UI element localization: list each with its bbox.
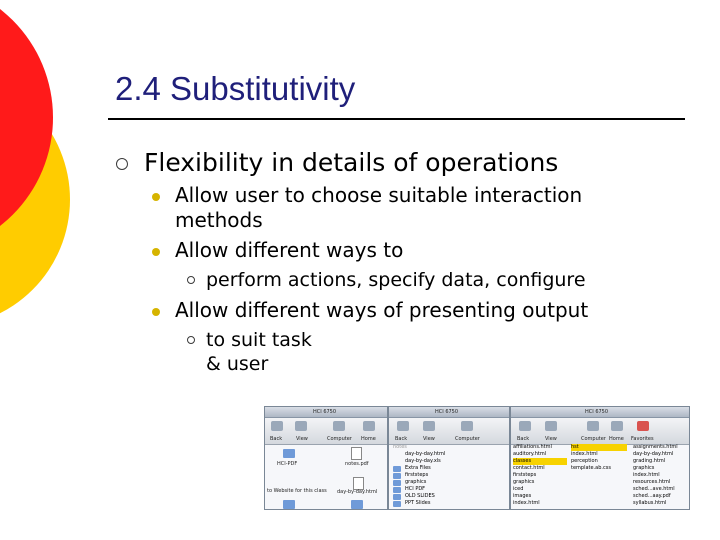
window-title: HCI 6750: [435, 409, 459, 415]
list-header: notes: [393, 444, 407, 450]
column-item[interactable]: index.html: [513, 500, 540, 506]
window-title: HCI 6750: [313, 409, 337, 415]
column-item[interactable]: sched...ave.html: [633, 486, 675, 492]
column-item[interactable]: sched...aay.pdf: [633, 493, 671, 499]
column-item-selected[interactable]: classes: [513, 458, 567, 465]
folder-icon[interactable]: [283, 449, 295, 458]
column-item[interactable]: contact.html: [513, 465, 545, 471]
folder-icon[interactable]: [351, 500, 363, 509]
list-item[interactable]: OLD SLIDES: [405, 493, 435, 499]
sub-bullet-1-line-2: methods: [175, 208, 263, 232]
computer-icon[interactable]: [587, 421, 599, 431]
window-titlebar: [265, 407, 387, 418]
list-item[interactable]: Extra Files: [405, 465, 431, 471]
column-item[interactable]: resources.html: [633, 479, 671, 485]
list-item[interactable]: day-by-day.xls: [405, 458, 441, 464]
column-item[interactable]: index.html: [571, 451, 598, 457]
folder-icon[interactable]: [283, 500, 295, 509]
bullet-ring-icon: [187, 336, 195, 344]
view-icon[interactable]: [295, 421, 307, 431]
list-item[interactable]: firststeps: [405, 472, 429, 478]
toolbar-computer-label: Computer: [455, 436, 480, 442]
toolbar-view-label: View: [545, 436, 557, 442]
finder-screenshot: [264, 406, 690, 510]
column-item[interactable]: template.ab.css: [571, 465, 611, 471]
column-item-selected[interactable]: hst: [571, 444, 627, 451]
folder-icon: [393, 501, 401, 507]
toolbar-computer-label: Computer: [581, 436, 606, 442]
back-icon[interactable]: [271, 421, 283, 431]
folder-icon: [393, 487, 401, 493]
slide-title: 2.4 Substitutivity: [115, 70, 356, 107]
list-item[interactable]: HCI PDF: [405, 486, 426, 492]
file-item-label: HCI-PDF: [277, 461, 298, 467]
list-item[interactable]: graphics: [405, 479, 427, 485]
sub-sub-bullet-2-line-2: & user: [206, 353, 269, 375]
toolbar-favorites-label: Favorites: [631, 436, 654, 442]
column-item[interactable]: iced: [513, 486, 524, 492]
finder-window-icon-view: [264, 406, 388, 510]
bullet-dot-icon: [152, 308, 160, 316]
title-divider: [108, 118, 685, 120]
toolbar-home-label: Home: [609, 436, 624, 442]
column-item[interactable]: day-by-day.html: [633, 451, 674, 457]
sub-sub-bullet-1: perform actions, specify data, configure: [206, 269, 586, 291]
folder-icon: [393, 473, 401, 479]
window-titlebar: [511, 407, 689, 418]
column-item[interactable]: perception: [571, 458, 598, 464]
column-item[interactable]: graphics: [513, 479, 535, 485]
bullet-dot-icon: [152, 193, 160, 201]
list-item[interactable]: day-by-day.html: [405, 451, 446, 457]
home-icon[interactable]: [611, 421, 623, 431]
toolbar-back-label: Back: [270, 436, 283, 442]
sub-sub-bullet-2-line-1: to suit task: [206, 329, 312, 351]
pdf-document-icon[interactable]: [351, 447, 362, 460]
list-item[interactable]: PPT Slides: [405, 500, 431, 506]
file-item-label: day-by-day.html: [337, 489, 378, 495]
sub-bullet-1-line-1: Allow user to choose suitable interaction: [175, 183, 583, 207]
column-item[interactable]: auditory.html: [513, 451, 547, 457]
finder-window-list-view: [388, 406, 510, 510]
column-item[interactable]: graphics: [633, 465, 655, 471]
finder-window-column-view: [510, 406, 690, 510]
window-titlebar: [389, 407, 509, 418]
computer-icon[interactable]: [333, 421, 345, 431]
sub-bullet-2: Allow different ways to: [175, 238, 404, 262]
computer-icon[interactable]: [461, 421, 473, 431]
file-item-label: to Website for this class: [267, 488, 327, 494]
toolbar-back-label: Back: [517, 436, 530, 442]
toolbar-back-label: Back: [395, 436, 408, 442]
back-icon[interactable]: [397, 421, 409, 431]
column-item[interactable]: assignments.html: [633, 444, 678, 450]
main-bullet-text: Flexibility in details of operations: [144, 148, 559, 177]
sub-bullet-3: Allow different ways of presenting output: [175, 298, 589, 322]
column-item[interactable]: firststeps: [513, 472, 537, 478]
window-title: HCI 6750: [585, 409, 609, 415]
column-item[interactable]: affiliations.html: [513, 444, 552, 450]
column-item[interactable]: grading.html: [633, 458, 666, 464]
column-item[interactable]: syllabus.html: [633, 500, 667, 506]
view-icon[interactable]: [545, 421, 557, 431]
toolbar-computer-label: Computer: [327, 436, 352, 442]
back-icon[interactable]: [519, 421, 531, 431]
view-icon[interactable]: [423, 421, 435, 431]
home-icon[interactable]: [363, 421, 375, 431]
column-item[interactable]: index.html: [633, 472, 660, 478]
folder-icon: [393, 466, 401, 472]
folder-icon: [393, 494, 401, 500]
favorites-heart-icon[interactable]: [637, 421, 649, 431]
toolbar-view-label: View: [423, 436, 435, 442]
file-item-label: notes.pdf: [345, 461, 369, 467]
toolbar-view-label: View: [296, 436, 308, 442]
bullet-ring-icon: [116, 158, 128, 170]
bullet-dot-icon: [152, 248, 160, 256]
bullet-ring-icon: [187, 276, 195, 284]
folder-icon: [393, 480, 401, 486]
toolbar-home-label: Home: [361, 436, 376, 442]
column-item[interactable]: images: [513, 493, 532, 499]
